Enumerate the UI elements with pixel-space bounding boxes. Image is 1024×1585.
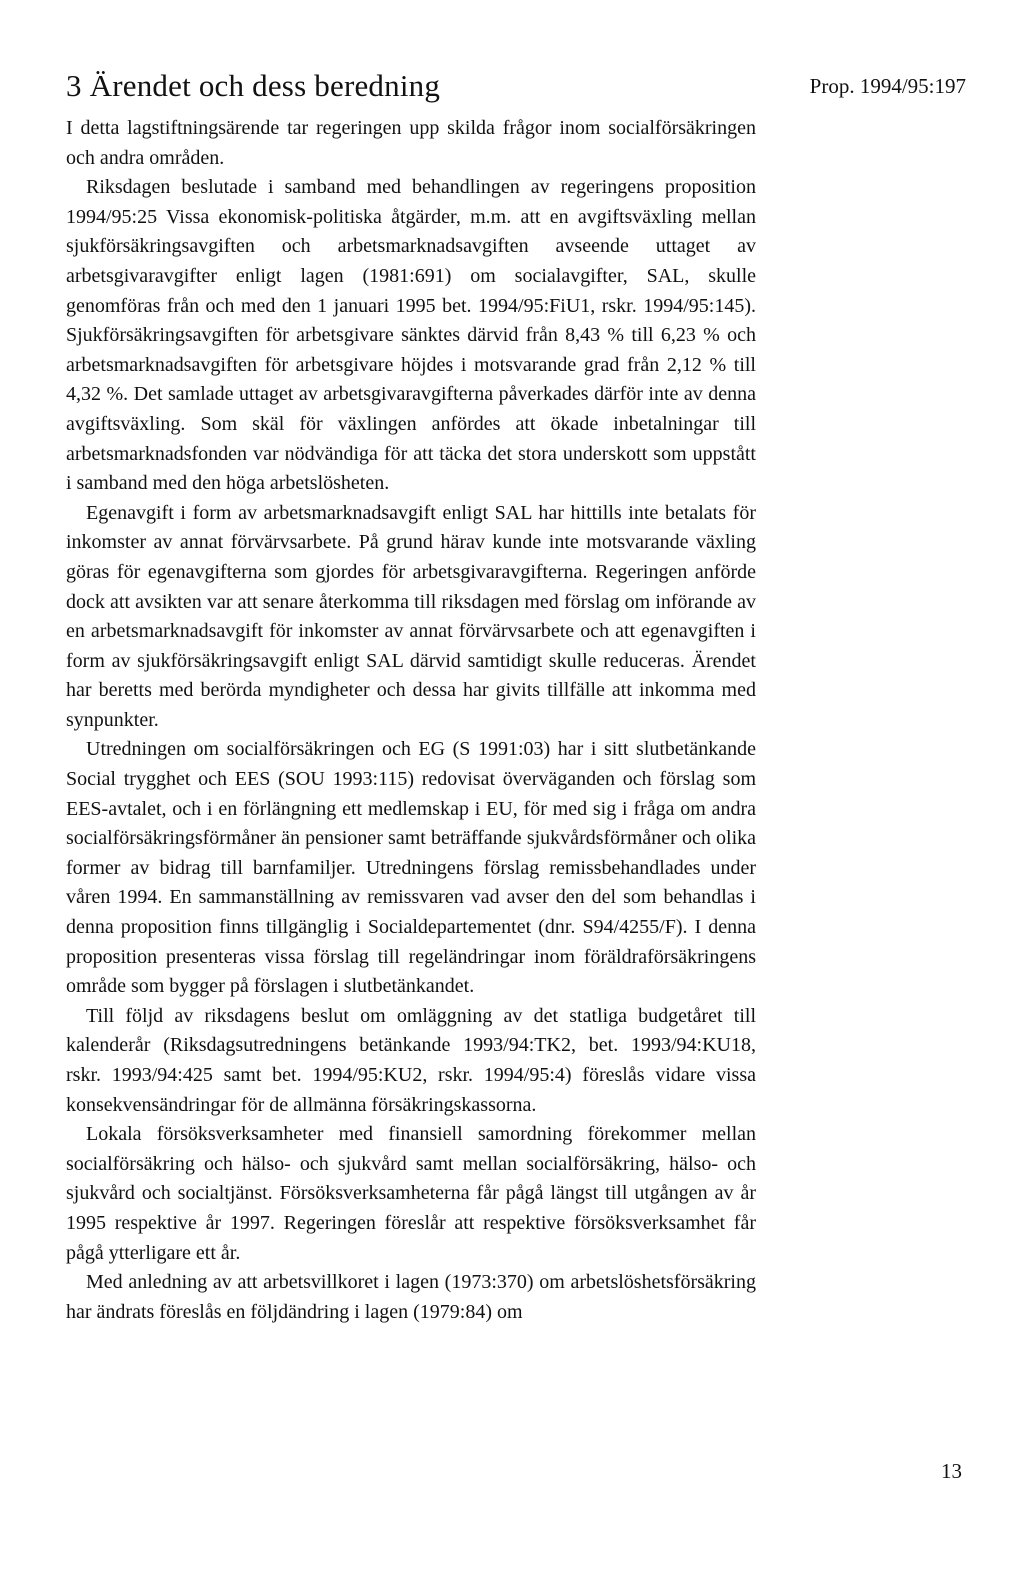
paragraph: I detta lagstiftningsärende tar regeringen upp skilda frågor inom socialförsäkringen och andra områden. <box>66 117 756 169</box>
proposition-reference: Prop. 1994/95:197 <box>809 74 966 98</box>
paragraph: Riksdagen beslutade i samband med behandlingen av regeringens proposition 1994/95:25 Vissa ekonomisk-politiska åtgärder, m.m. att en avgiftsväxling mellan sjukförsäkringsavgiften och arbetsmarknadsavgiften avseende uttaget av arbetsgivaravgifter enligt lagen (1981:691) om socialavgifter, SAL, skulle genomföras från och med den 1 januari 1995 bet. 1994/95:FiU1, rskr. 1994/95:145). Sjukförsäkringsavgiften för arbetsgivare sänktes därvid från 8,43 % till 6,23 % och arbetsmarknadsavgiften för arbetsgivare höjdes i motsvarande grad från 2,12 % till 4,32 %. Det samlade uttaget av arbetsgivaravgifterna påverkades därför inte av denna avgiftsväxling. Som skäl för växlingen anfördes att ökade inbetalningar till arbetsmarknadsfonden var nödvändiga för att täcka det stora underskott som uppstått i samband med den höga arbetslösheten. <box>66 176 756 495</box>
paragraph: Utredningen om socialförsäkringen och EG (S 1991:03) har i sitt slutbetänkande Social trygghet och EES (SOU 1993:115) redovisat överväganden och förslag som EES-avtalet, och i en förlängning ett medlemskap i EU, för med sig i fråga om andra socialförsäkringsförmåner än pensioner samt beträffande sjukvårdsförmåner och olika former av bidrag till barnfamiljer. Utredningens förslag remissbehandlades under våren 1994. En sammanställning av remissvaren vad avser den del som behandlas i denna proposition finns tillgänglig i Socialdepartementet (dnr. S94/4255/F). I denna proposition presenteras vissa förslag till regeländringar inom föräldraförsäkringens område som bygger på förslagen i slutbetänkandet. <box>66 738 756 998</box>
body-text <box>66 114 756 1327</box>
paragraph: Egenavgift i form av arbetsmarknadsavgift enligt SAL har hittills inte betalats för inkomster av annat förvärvsarbete. På grund härav kunde inte motsvarande växling göras för egenavgifterna som gjordes för arbetsgivaravgifterna. Regeringen anförde dock att avsikten var att senare återkomma till riksdagen med förslag om införande av en arbetsmarknadsavgift för inkomster av annat förvärvsarbete och att egenavgiften i form av sjukförsäkringsavgift enligt SAL därvid samtidigt skulle reduceras. Ärendet har beretts med berörda myndigheter och dessa har givits tillfälle att inkomma med synpunkter. <box>66 501 756 731</box>
paragraph: Till följd av riksdagens beslut om omläggning av det statliga budgetåret till kalenderår (Riksdagsutredningens betänkande 1993/94:TK2, bet. 1993/94:KU18, rskr. 1993/94:425 samt bet. 1994/95:KU2, rskr. 1994/95:4) föreslås vidare vissa konsekvensändringar för de allmänna försäkringskassorna. <box>66 1004 756 1116</box>
paragraph: Med anledning av att arbetsvillkoret i lagen (1973:370) om arbetslöshetsförsäkring har ändrats föreslås en följdändring i lagen (1979:84) om <box>66 1271 756 1323</box>
chapter-title: 3 Ärendet och dess beredning <box>66 68 441 103</box>
page-number: 13 <box>941 1459 962 1483</box>
paragraph: Lokala försöksverksamheter med finansiell samordning förekommer mellan socialförsäkring och hälso- och sjukvård samt mellan socialförsäkring, hälso- och sjukvård och socialtjänst. Försöksverksamheterna får pågå längst till utgången av år 1995 respektive år 1997. Regeringen föreslår att respektive försöksverksamhet får pågå ytterligare ett år. <box>66 1123 756 1264</box>
